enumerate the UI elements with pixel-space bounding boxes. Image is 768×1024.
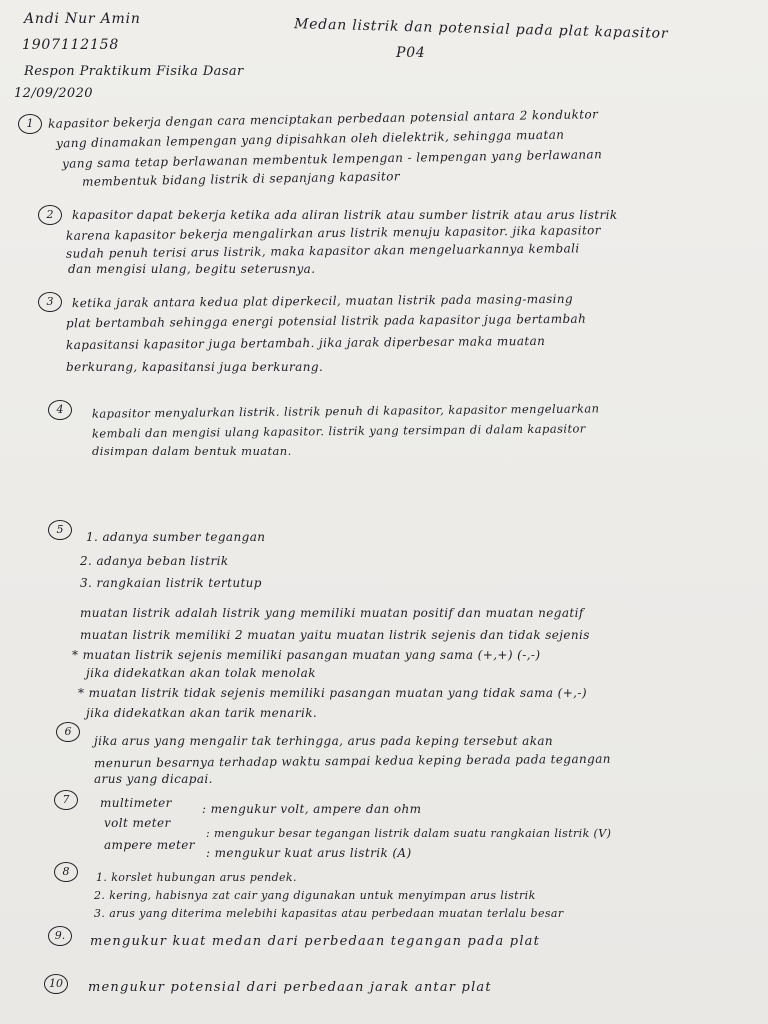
answer-5-number: 5	[48, 520, 72, 540]
answer-5-item: 1. adanya sumber tegangan	[86, 530, 266, 544]
answer-8-line: 2. kering, habisnya zat cair yang digunakan untuk menyimpan arus listrik	[94, 889, 536, 902]
answer-5-line: muatan listrik adalah listrik yang memiliki muatan positif dan muatan negatif	[80, 606, 584, 620]
answer-5-item: 3. rangkaian listrik tertutup	[80, 576, 262, 590]
course-title: Respon Praktikum Fisika Dasar	[24, 64, 244, 79]
instrument-term: ampere meter	[104, 838, 195, 852]
instrument-desc: : mengukur kuat arus listrik (A)	[206, 846, 412, 860]
answer-4-line: kembali dan mengisi ulang kapasitor. listrik yang tersimpan di dalam kapasitor	[91, 421, 586, 441]
answer-6-line: arus yang dicapai.	[94, 772, 213, 786]
answer-2-line: kapasitor dapat bekerja ketika ada aliran listrik atau sumber listrik atau arus listrik	[72, 208, 618, 222]
answer-2-number: 2	[38, 205, 62, 225]
answer-6-number: 6	[56, 722, 80, 742]
answer-4-line: disimpan dalam bentuk muatan.	[92, 444, 292, 458]
answer-1-line: membentuk bidang listrik di sepanjang kapasitor	[81, 169, 401, 189]
answer-5-line: muatan listrik memiliki 2 muatan yaitu muatan listrik sejenis dan tidak sejenis	[80, 628, 590, 642]
submission-date: 12/09/2020	[14, 86, 93, 101]
answer-2-line: dan mengisi ulang, begitu seterusnya.	[68, 262, 316, 276]
answer-3-line: berkurang, kapasitansi juga berkurang.	[66, 360, 324, 374]
answer-4-number: 4	[48, 400, 72, 420]
answer-1-line: yang sama tetap berlawanan membentuk lempengan - lempengan yang berlawanan	[61, 147, 603, 171]
answer-8-line: 1. korslet hubungan arus pendek.	[96, 871, 297, 884]
answer-9-line: mengukur kuat medan dari perbedaan tegangan pada plat	[90, 934, 541, 949]
answer-7-number: 7	[54, 790, 78, 810]
instrument-term: multimeter	[100, 796, 172, 810]
answer-4-line: kapasitor menyalurkan listrik. listrik penuh di kapasitor, kapasitor mengeluarkan	[91, 401, 600, 421]
answer-6-line: jika arus yang mengalir tak terhingga, arus pada keping tersebut akan	[94, 734, 554, 748]
answer-8-line: 3. arus yang diterima melebihi kapasitas atau perbedaan muatan terlalu besar	[94, 907, 564, 920]
answer-2-line: karena kapasitor bekerja mengalirkan arus listrik menuju kapasitor. jika kapasitor	[65, 223, 601, 243]
answer-5-line: jika didekatkan akan tarik menarik.	[86, 706, 318, 720]
answer-3-line: kapasitansi kapasitor juga bertambah. jika jarak diperbesar maka muatan	[65, 333, 546, 353]
title-code: P04	[396, 45, 426, 61]
answer-5-line: * muatan listrik sejenis memiliki pasangan muatan yang sama (+,+) (-,-)	[72, 648, 541, 662]
page-title: Medan listrik dan potensial pada plat kapasitor	[293, 16, 669, 42]
answer-1-line: kapasitor bekerja dengan cara menciptakan perbedaan potensial antara 2 konduktor	[47, 107, 599, 131]
answer-3-line: ketika jarak antara kedua plat diperkecil, muatan listrik pada masing-masing	[71, 291, 574, 311]
answer-10-number: 10	[44, 974, 68, 994]
answer-3-line: plat bertambah sehingga energi potensial listrik pada kapasitor juga bertambah	[65, 311, 587, 331]
instrument-term: volt meter	[104, 816, 171, 830]
answer-9-number: 9.	[48, 926, 72, 946]
answer-3-number: 3	[38, 292, 62, 312]
student-name: Andi Nur Amin	[24, 11, 141, 27]
answer-8-number: 8	[54, 862, 78, 882]
answer-10-line: mengukur potensial dari perbedaan jarak antar plat	[88, 980, 492, 995]
answer-1-number: 1	[18, 114, 42, 134]
answer-6-line: menurun besarnya terhadap waktu sampai kedua keping berada pada tegangan	[93, 751, 611, 771]
answer-1-line: yang dinamakan lempengan yang dipisahkan oleh dielektrik, sehingga muatan	[55, 127, 565, 151]
answer-5-item: 2. adanya beban listrik	[80, 554, 229, 568]
answer-5-line: * muatan listrik tidak sejenis memiliki pasangan muatan yang tidak sama (+,-)	[78, 686, 587, 700]
student-id: 1907112158	[22, 37, 120, 53]
answer-5-line: jika didekatkan akan tolak menolak	[86, 666, 316, 680]
instrument-desc: : mengukur volt, ampere dan ohm	[202, 802, 422, 816]
instrument-desc: : mengukur besar tegangan listrik dalam suatu rangkaian listrik (V)	[206, 827, 612, 840]
answer-2-line: sudah penuh terisi arus listrik, maka kapasitor akan mengeluarkannya kembali	[65, 241, 580, 261]
